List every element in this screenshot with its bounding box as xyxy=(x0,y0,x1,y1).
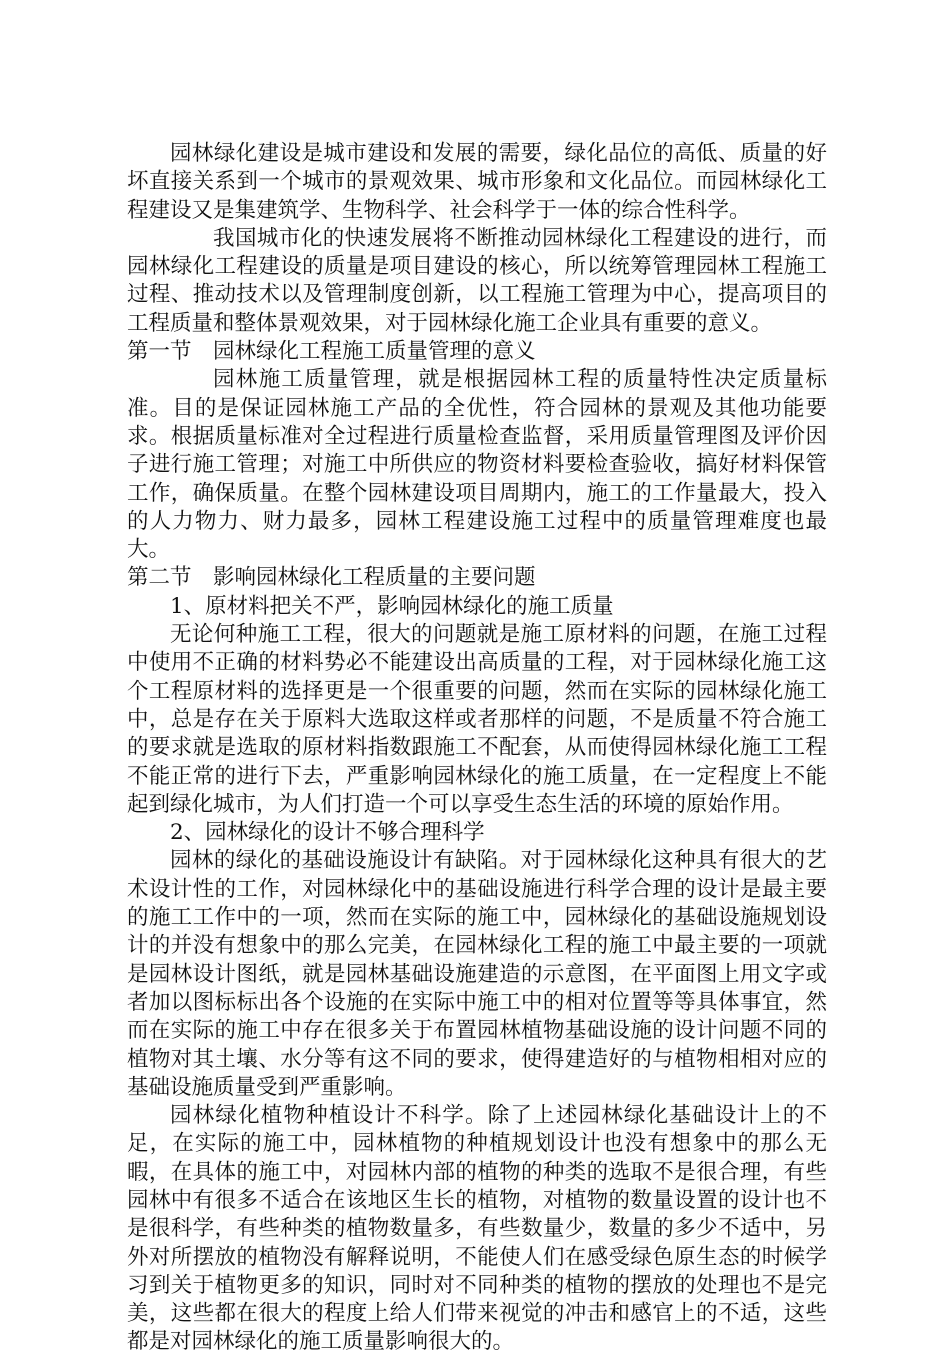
subheading-design: 2、园林绿化的设计不够合理科学 xyxy=(170,820,485,846)
document-body xyxy=(127,140,827,1357)
paragraph-quality-management: 园林施工质量管理，就是根据园林工程的质量特性决定质量标准。目的是保证园林施工产品的全优性，符合园林的景观及其他功能要求。根据质量标准对全过程进行质量检查监督，采用质量管理图及评价因子进行施工管理；对施工中所供应的物资材料要检查验收，搞好材料保管工作，确保质量。在整个园林建设项目周期内，施工的工作量最大，投入的人力物力、财力最多，园林工程建设施工过程中的质量管理难度也最大。 xyxy=(127,367,827,563)
paragraph-intro: 园林绿化建设是城市建设和发展的需要，绿化品位的高低、质量的好坏直接关系到一个城市的景观效果、城市形象和文化品位。而园林绿化工程建设又是集建筑学、生物科学、社会科学于一体的综合性科学。 xyxy=(127,141,827,223)
paragraph-infrastructure-design: 园林的绿化的基础设施设计有缺陷。对于园林绿化这种具有很大的艺术设计性的工作，对园林绿化中的基础设施进行科学合理的设计是最主要的施工工作中的一项，然而在实际的施工中，园林绿化的基础设施规划设计的并没有想象中的那么完美，在园林绿化工程的施工中最主要的一项就是园林设计图纸，就是园林基础设施建造的示意图，在平面图上用文字或者加以图标标出各个设施的在实际中施工中的相对位置等等具体事宜，然而在实际的施工中存在很多关于布置园林植物基础设施的设计问题不同的植物对其土壤、水分等有这不同的要求，使得建造好的与植物相相对应的基础设施质量受到严重影响。 xyxy=(127,848,827,1100)
section-heading-1: 第一节 园林绿化工程施工质量管理的意义 xyxy=(127,339,536,365)
subheading-raw-materials: 1、原材料把关不严，影响园林绿化的施工质量 xyxy=(170,593,614,619)
paragraph-urbanization: 我国城市化的快速发展将不断推动园林绿化工程建设的进行，而园林绿化工程建设的质量是项目建设的核心，所以统筹管理园林工程施工过程、推动技术以及管理制度创新，以工程施工管理为中心，提高项目的工程质量和整体景观效果，对于园林绿化施工企业具有重要的意义。 xyxy=(127,225,827,336)
section-heading-2: 第二节 影响园林绿化工程质量的主要问题 xyxy=(127,565,536,591)
paragraph-raw-materials: 无论何种施工工程，很大的问题就是施工原材料的问题，在施工过程中使用不正确的材料势必不能建设出高质量的工程，对于园林绿化施工这个工程原材料的选择更是一个很重要的问题，然而在实际的园林绿化施工中，总是存在关于原料大选取这样或者那样的问题，不是质量不符合施工的要求就是选取的原材料指数跟施工不配套，从而使得园林绿化施工工程不能正常的进行下去，严重影响园林绿化的施工质量，在一定程度上不能起到绿化城市，为人们打造一个可以享受生态生活的环境的原始作用。 xyxy=(127,622,827,817)
paragraph-planting-design: 园林绿化植物种植设计不科学。除了上述园林绿化基础设计上的不足，在实际的施工中，园林植物的种植规划设计也没有想象中的那么无暇，在具体的施工中，对园林内部的植物的种类的选取不是很合理，有些园林中有很多不适合在该地区生长的植物，对植物的数量设置的设计也不是很科学，有些种类的植物数量多，有些数量少，数量的多少不适中，另外对所摆放的植物没有解释说明，不能使人们在感受绿色原生态的时候学习到关于植物更多的知识，同时对不同种类的植物的摆放的处理也不是完美，这些都在很大的程度上给人们带来视觉的冲击和感官上的不适，这些都是对园林绿化的施工质量影响很大的。 xyxy=(127,1103,827,1355)
